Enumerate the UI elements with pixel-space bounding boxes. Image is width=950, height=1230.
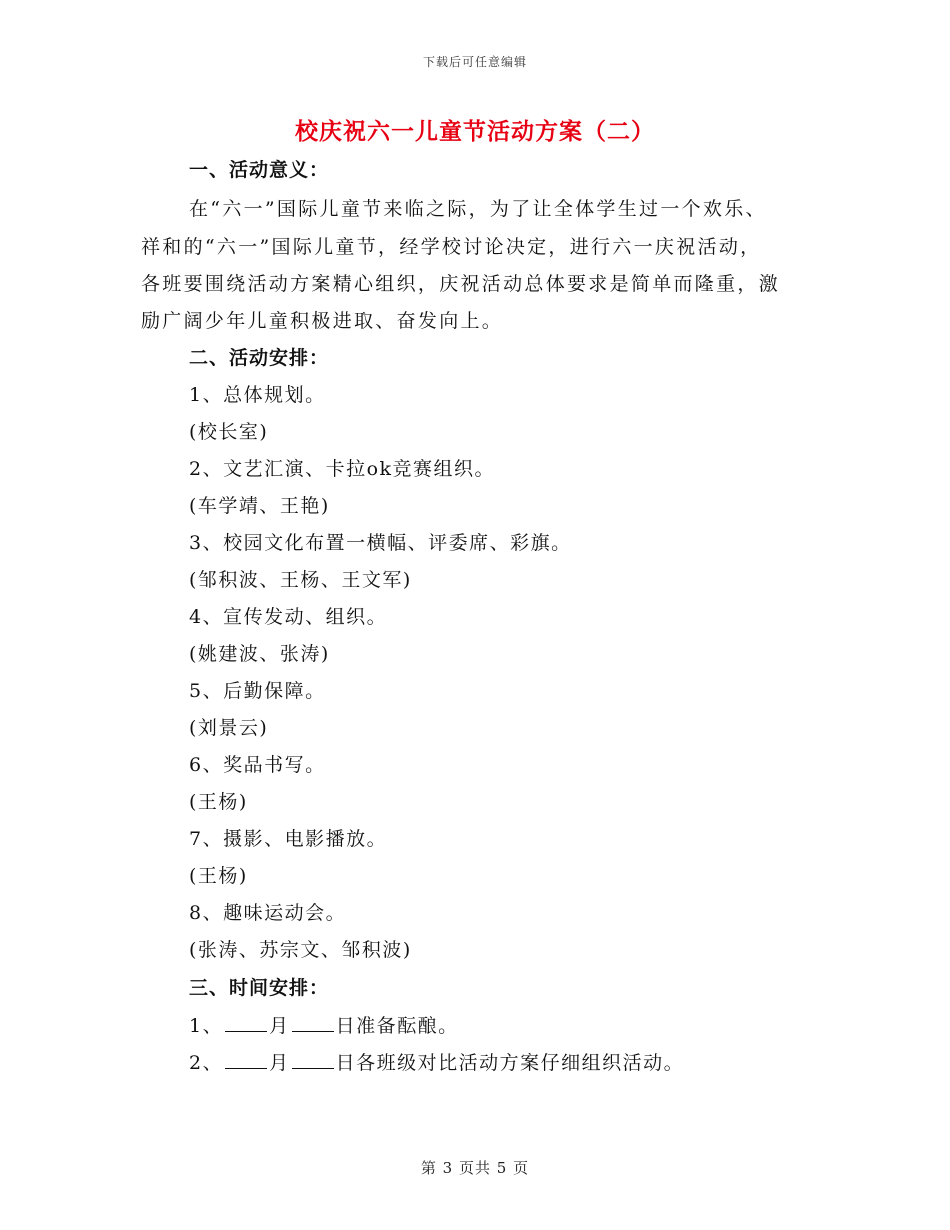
month-blank (225, 1015, 267, 1032)
arrangement-owner: (姚建波、张涛) (189, 643, 330, 665)
arrangement-owner: (王杨) (189, 791, 248, 813)
arrangement-owner: (车学靖、王艳) (189, 495, 330, 517)
arrangement-owner: (邹积波、王杨、王文军) (189, 569, 412, 591)
section-heading-arrangement: 二、活动安排： (189, 347, 330, 369)
schedule-item-number: 2、 (189, 1052, 224, 1074)
section-heading-purpose: 一、活动意义： (189, 159, 330, 181)
document-title: 校庆祝六一儿童节活动方案（二） (295, 118, 655, 145)
schedule-item (189, 1011, 459, 1038)
month-blank (225, 1052, 267, 1069)
paragraph-line: 祥和的“六一”国际儿童节，经学校讨论决定，进行六一庆祝活动， (141, 236, 762, 258)
arrangement-task: 4、宣传发动、组织。 (189, 606, 388, 628)
arrangement-task: 7、摄影、电影播放。 (189, 828, 388, 850)
arrangement-task: 8、趣味运动会。 (189, 902, 347, 924)
schedule-item-text: 日各班级对比活动方案仔细组织活动。 (335, 1052, 685, 1074)
arrangement-task: 1、总体规划。 (189, 384, 326, 406)
arrangement-owner: (校长室) (189, 421, 269, 443)
arrangement-owner: (刘景云) (189, 717, 269, 739)
section-heading-schedule: 三、时间安排： (189, 977, 330, 999)
day-blank (292, 1015, 334, 1032)
arrangement-task: 3、校园文化布置一横幅、评委席、彩旗。 (189, 532, 572, 554)
arrangement-task: 6、奖品书写。 (189, 754, 326, 776)
day-blank (292, 1052, 334, 1069)
arrangement-task: 5、后勤保障。 (189, 680, 326, 702)
arrangement-task: 2、文艺汇演、卡拉ok竞赛组织。 (189, 458, 496, 480)
paragraph-line: 各班要围绕活动方案精心组织，庆祝活动总体要求是简单而隆重，激 (141, 273, 781, 295)
page-header-note: 下载后可任意编辑 (422, 55, 527, 69)
schedule-item-number: 1、 (189, 1015, 224, 1037)
paragraph-line: 在“六一”国际儿童节来临之际，为了让全体学生过一个欢乐、 (189, 198, 767, 220)
schedule-item-text: 日准备酝酿。 (335, 1015, 459, 1037)
schedule-month-label: 月 (269, 1015, 290, 1037)
schedule-month-label: 月 (269, 1052, 290, 1074)
paragraph-line: 励广阔少年儿童积极进取、奋发向上。 (141, 310, 504, 332)
page-number-footer: 第 3 页共 5 页 (420, 1159, 530, 1177)
schedule-item (189, 1048, 684, 1075)
arrangement-owner: (张涛、苏宗文、邹积波) (189, 939, 412, 961)
arrangement-owner: (王杨) (189, 865, 248, 887)
